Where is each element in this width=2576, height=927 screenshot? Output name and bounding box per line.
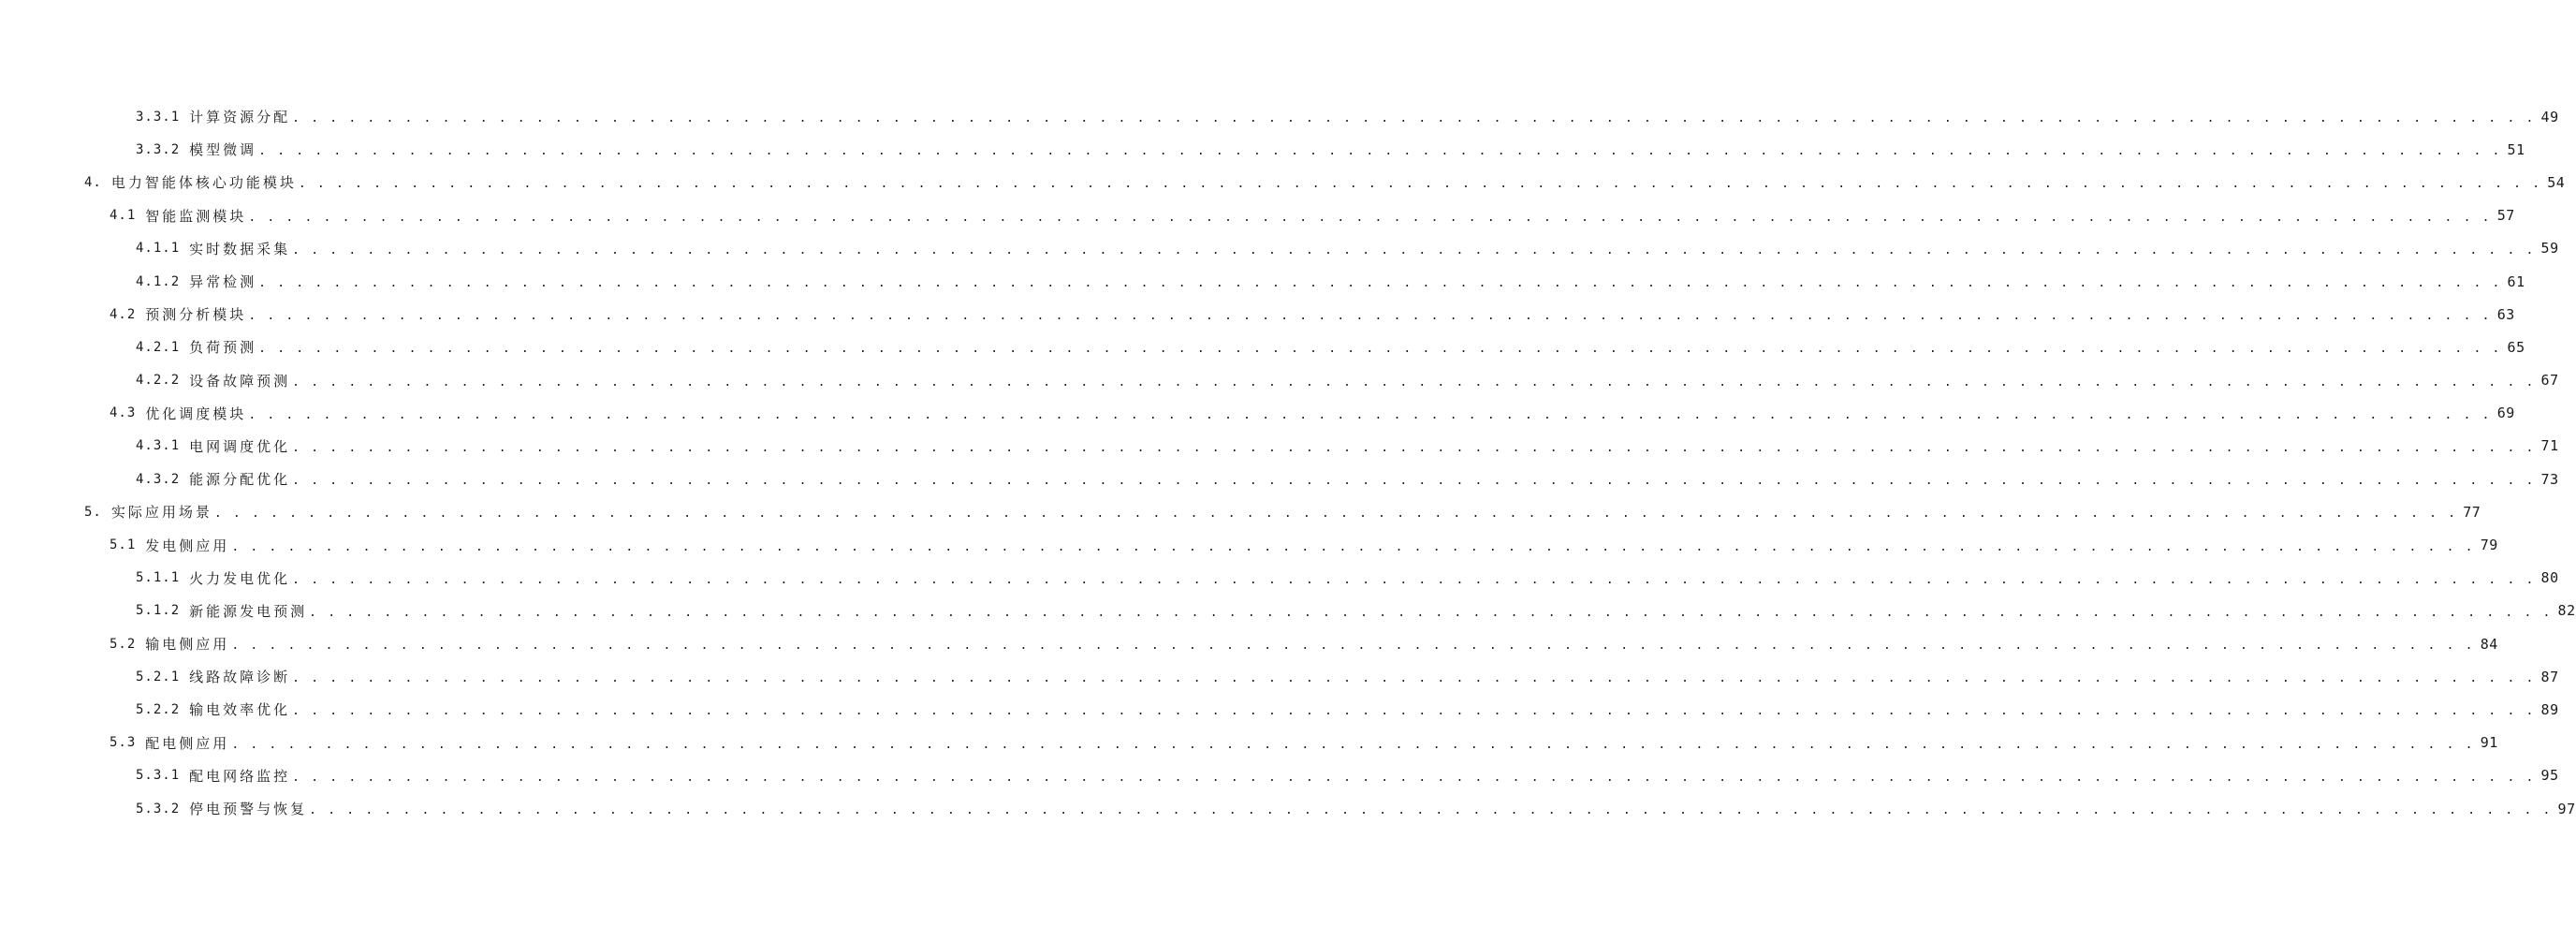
toc-entry-line xyxy=(136,595,2576,627)
toc-entry-title: 输电侧应用 xyxy=(145,636,230,654)
toc-entry-line xyxy=(136,463,2559,495)
toc-entry-title: 设备故障预测 xyxy=(189,372,291,390)
dot-leader: . . . . . . . . . . . . . . . . . . . . . . . . . . . . . . . . . . . . . . . . . . . . . . . . . . . . . . . . . . . . . . . . . . . . . . . . . . . . . . . . . . . . . . . . . . . . . . . . . . . . . . . . . . . . . . . . . . . . . . . . xyxy=(248,407,2492,422)
toc-entry-page-number: 59 xyxy=(2540,240,2559,258)
toc-entry-number: 4. xyxy=(84,174,102,190)
toc-entry-line xyxy=(136,331,2525,363)
toc-entry-page-number: 89 xyxy=(2540,700,2559,718)
toc-entry-title: 电网调度优化 xyxy=(189,437,291,455)
toc-entry[interactable] xyxy=(0,792,2576,825)
dot-leader: . . . . . . . . . . . . . . . . . . . . . . . . . . . . . . . . . . . . . . . . . . . . . . . . . . . . . . . . . . . . . . . . . . . . . . . . . . . . . . . . . . . . . . . . . . . . . . . . . . . . . . . . . . . . . . . . . . . . . . . . xyxy=(298,177,2542,192)
dot-leader: . . . . . . . . . . . . . . . . . . . . . . . . . . . . . . . . . . . . . . . . . . . . . . . . . . . . . . . . . . . . . . . . . . . . . . . . . . . . . . . . . . . . . . . . . . . . . . . . . . . . . . . . . . . . . . . . . . . . . . . . xyxy=(231,539,2475,554)
toc-entry-title: 线路故障诊断 xyxy=(189,669,291,686)
toc-entry[interactable] xyxy=(0,265,2525,298)
toc-entry-number: 4.2.1 xyxy=(136,339,181,355)
toc-entry[interactable] xyxy=(0,364,2559,397)
toc-entry-line xyxy=(110,727,2498,759)
toc-entry-page-number: 80 xyxy=(2540,569,2559,587)
toc-entry-title: 实际应用场景 xyxy=(110,504,212,522)
toc-entry-number: 5.3.2 xyxy=(136,801,181,817)
toc-entry-number: 4.2.2 xyxy=(136,373,181,389)
toc-entry-number: 4.1.1 xyxy=(136,241,181,257)
toc-entry[interactable] xyxy=(0,627,2498,660)
dot-leader: . . . . . . . . . . . . . . . . . . . . . . . . . . . . . . . . . . . . . . . . . . . . . . . . . . . . . . . . . . . . . . . . . . . . . . . . . . . . . . . . . . . . . . . . . . . . . . . . . . . . . . . . . . . . . . . . . . . . . . . . xyxy=(292,671,2536,686)
dot-leader: . . . . . . . . . . . . . . . . . . . . . . . . . . . . . . . . . . . . . . . . . . . . . . . . . . . . . . . . . . . . . . . . . . . . . . . . . . . . . . . . . . . . . . . . . . . . . . . . . . . . . . . . . . . . . . . . . . . . . . . . xyxy=(292,474,2536,489)
toc-entry[interactable] xyxy=(0,495,2481,528)
dot-leader: . . . . . . . . . . . . . . . . . . . . . . . . . . . . . . . . . . . . . . . . . . . . . . . . . . . . . . . . . . . . . . . . . . . . . . . . . . . . . . . . . . . . . . . . . . . . . . . . . . . . . . . . . . . . . . . . . . . . . . . . xyxy=(258,342,2502,357)
toc-entry-line xyxy=(110,528,2498,561)
dot-leader: . . . . . . . . . . . . . . . . . . . . . . . . . . . . . . . . . . . . . . . . . . . . . . . . . . . . . . . . . . . . . . . . . . . . . . . . . . . . . . . . . . . . . . . . . . . . . . . . . . . . . . . . . . . . . . . . . . . . . . . . xyxy=(309,605,2553,620)
toc-entry-title: 能源分配优化 xyxy=(189,471,291,489)
toc-entry[interactable] xyxy=(0,298,2515,331)
toc-entry[interactable] xyxy=(0,595,2576,627)
toc-entry-line xyxy=(84,166,2566,199)
toc-entry-number: 5.1 xyxy=(110,537,137,553)
toc-entry-page-number: 77 xyxy=(2463,503,2481,521)
toc-entry-page-number: 65 xyxy=(2507,338,2525,356)
toc-entry-line xyxy=(136,430,2559,463)
dot-leader: . . . . . . . . . . . . . . . . . . . . . . . . . . . . . . . . . . . . . . . . . . . . . . . . . . . . . . . . . . . . . . . . . . . . . . . . . . . . . . . . . . . . . . . . . . . . . . . . . . . . . . . . . . . . . . . . . . . . . . . . xyxy=(292,770,2536,785)
toc-entry-number: 4.3.2 xyxy=(136,471,181,487)
toc-entry[interactable] xyxy=(0,397,2515,430)
toc-entry-page-number: 97 xyxy=(2557,800,2576,817)
toc-entry-title: 配电侧应用 xyxy=(145,734,230,752)
toc-entry-page-number: 71 xyxy=(2540,437,2559,455)
toc-entry[interactable] xyxy=(0,693,2559,726)
toc-entry[interactable] xyxy=(0,562,2559,595)
toc-entry-line xyxy=(136,232,2559,265)
toc-entry-number: 5.1.2 xyxy=(136,603,181,619)
toc-entry-line xyxy=(136,100,2559,133)
toc-entry-page-number: 69 xyxy=(2496,405,2515,422)
toc-entry[interactable] xyxy=(0,727,2498,759)
toc-entry-title: 停电预警与恢复 xyxy=(189,801,308,818)
toc-entry-number: 5.1.1 xyxy=(136,570,181,586)
toc-entry[interactable] xyxy=(0,199,2515,232)
dot-leader: . . . . . . . . . . . . . . . . . . . . . . . . . . . . . . . . . . . . . . . . . . . . . . . . . . . . . . . . . . . . . . . . . . . . . . . . . . . . . . . . . . . . . . . . . . . . . . . . . . . . . . . . . . . . . . . . . . . . . . . . xyxy=(258,276,2502,291)
toc-entry-line xyxy=(136,133,2525,166)
toc-entry-title: 计算资源分配 xyxy=(189,109,291,126)
dot-leader: . . . . . . . . . . . . . . . . . . . . . . . . . . . . . . . . . . . . . . . . . . . . . . . . . . . . . . . . . . . . . . . . . . . . . . . . . . . . . . . . . . . . . . . . . . . . . . . . . . . . . . . . . . . . . . . . . . . . . . . . xyxy=(231,639,2475,654)
toc-entry[interactable] xyxy=(0,133,2525,166)
toc-entry-title: 优化调度模块 xyxy=(145,405,247,422)
toc-entry-line xyxy=(136,693,2559,726)
toc-entry-line xyxy=(110,298,2515,331)
toc-entry-line xyxy=(84,495,2481,528)
dot-leader: . . . . . . . . . . . . . . . . . . . . . . . . . . . . . . . . . . . . . . . . . . . . . . . . . . . . . . . . . . . . . . . . . . . . . . . . . . . . . . . . . . . . . . . . . . . . . . . . . . . . . . . . . . . . . . . . . . . . . . . . xyxy=(248,309,2492,324)
toc-entry-page-number: 95 xyxy=(2540,767,2559,785)
toc-entry-number: 4.3 xyxy=(110,405,137,421)
dot-leader: . . . . . . . . . . . . . . . . . . . . . . . . . . . . . . . . . . . . . . . . . . . . . . . . . . . . . . . . . . . . . . . . . . . . . . . . . . . . . . . . . . . . . . . . . . . . . . . . . . . . . . . . . . . . . . . . . . . . . . . . xyxy=(292,704,2536,719)
table-of-contents xyxy=(0,100,2576,825)
toc-entry-page-number: 51 xyxy=(2507,140,2525,158)
toc-entry[interactable] xyxy=(0,430,2559,463)
toc-entry-title: 预测分析模块 xyxy=(145,306,247,324)
toc-entry-page-number: 87 xyxy=(2540,668,2559,685)
toc-entry-number: 4.2 xyxy=(110,306,137,322)
toc-entry[interactable] xyxy=(0,463,2559,495)
toc-entry[interactable] xyxy=(0,166,2566,199)
toc-entry-number: 5.3.1 xyxy=(136,768,181,784)
toc-entry-number: 3.3.1 xyxy=(136,109,181,125)
dot-leader: . . . . . . . . . . . . . . . . . . . . . . . . . . . . . . . . . . . . . . . . . . . . . . . . . . . . . . . . . . . . . . . . . . . . . . . . . . . . . . . . . . . . . . . . . . . . . . . . . . . . . . . . . . . . . . . . . . . . . . . . xyxy=(292,111,2536,126)
toc-entry-title: 异常检测 xyxy=(189,273,257,291)
toc-entry-title: 火力发电优化 xyxy=(189,569,291,587)
toc-entry-line xyxy=(136,265,2525,298)
toc-entry-line xyxy=(110,627,2498,660)
toc-entry-number: 4.1.2 xyxy=(136,273,181,289)
toc-entry-title: 实时数据采集 xyxy=(189,240,291,258)
toc-entry-title: 电力智能体核心功能模块 xyxy=(110,174,297,192)
toc-entry-page-number: 82 xyxy=(2557,602,2576,620)
toc-entry-line xyxy=(136,562,2559,595)
toc-entry-number: 5. xyxy=(84,504,102,520)
toc-entry-page-number: 57 xyxy=(2496,207,2515,225)
toc-entry-title: 智能监测模块 xyxy=(145,207,247,225)
dot-leader: . . . . . . . . . . . . . . . . . . . . . . . . . . . . . . . . . . . . . . . . . . . . . . . . . . . . . . . . . . . . . . . . . . . . . . . . . . . . . . . . . . . . . . . . . . . . . . . . . . . . . . . . . . . . . . . . . . . . . . . . xyxy=(248,210,2492,225)
dot-leader: . . . . . . . . . . . . . . . . . . . . . . . . . . . . . . . . . . . . . . . . . . . . . . . . . . . . . . . . . . . . . . . . . . . . . . . . . . . . . . . . . . . . . . . . . . . . . . . . . . . . . . . . . . . . . . . . . . . . . . . . xyxy=(231,737,2475,752)
toc-entry[interactable] xyxy=(0,100,2559,133)
toc-entry-page-number: 49 xyxy=(2540,108,2559,125)
toc-entry-page-number: 63 xyxy=(2496,305,2515,323)
toc-entry-title: 发电侧应用 xyxy=(145,537,230,554)
dot-leader: . . . . . . . . . . . . . . . . . . . . . . . . . . . . . . . . . . . . . . . . . . . . . . . . . . . . . . . . . . . . . . . . . . . . . . . . . . . . . . . . . . . . . . . . . . . . . . . . . . . . . . . . . . . . . . . . . . . . . . . . xyxy=(213,507,2458,522)
toc-entry-line xyxy=(110,397,2515,430)
toc-entry[interactable] xyxy=(0,232,2559,265)
toc-entry-number: 5.2.1 xyxy=(136,669,181,684)
toc-entry[interactable] xyxy=(0,759,2559,792)
dot-leader: . . . . . . . . . . . . . . . . . . . . . . . . . . . . . . . . . . . . . . . . . . . . . . . . . . . . . . . . . . . . . . . . . . . . . . . . . . . . . . . . . . . . . . . . . . . . . . . . . . . . . . . . . . . . . . . . . . . . . . . . xyxy=(258,144,2502,159)
toc-entry-title: 负荷预测 xyxy=(189,339,257,357)
toc-entry-number: 5.2 xyxy=(110,636,137,652)
toc-entry[interactable] xyxy=(0,528,2498,561)
toc-entry-page-number: 61 xyxy=(2507,272,2525,290)
dot-leader: . . . . . . . . . . . . . . . . . . . . . . . . . . . . . . . . . . . . . . . . . . . . . . . . . . . . . . . . . . . . . . . . . . . . . . . . . . . . . . . . . . . . . . . . . . . . . . . . . . . . . . . . . . . . . . . . . . . . . . . . xyxy=(292,375,2536,390)
toc-entry-line xyxy=(136,364,2559,397)
toc-entry-line xyxy=(136,660,2559,693)
toc-entry-number: 4.1 xyxy=(110,208,137,224)
toc-entry-title: 新能源发电预测 xyxy=(189,602,308,620)
toc-entry-number: 5.3 xyxy=(110,735,137,751)
toc-entry-page-number: 79 xyxy=(2480,537,2498,554)
toc-entry-page-number: 84 xyxy=(2480,635,2498,653)
toc-entry[interactable] xyxy=(0,331,2525,363)
toc-entry-page-number: 54 xyxy=(2547,173,2566,191)
toc-entry-line xyxy=(110,199,2515,232)
toc-entry-page-number: 91 xyxy=(2480,734,2498,752)
toc-entry-number: 4.3.1 xyxy=(136,438,181,454)
toc-entry-line xyxy=(136,759,2559,792)
dot-leader: . . . . . . . . . . . . . . . . . . . . . . . . . . . . . . . . . . . . . . . . . . . . . . . . . . . . . . . . . . . . . . . . . . . . . . . . . . . . . . . . . . . . . . . . . . . . . . . . . . . . . . . . . . . . . . . . . . . . . . . . xyxy=(309,803,2553,818)
dot-leader: . . . . . . . . . . . . . . . . . . . . . . . . . . . . . . . . . . . . . . . . . . . . . . . . . . . . . . . . . . . . . . . . . . . . . . . . . . . . . . . . . . . . . . . . . . . . . . . . . . . . . . . . . . . . . . . . . . . . . . . . xyxy=(292,440,2536,455)
toc-entry-title: 输电效率优化 xyxy=(189,701,291,719)
toc-entry-title: 模型微调 xyxy=(189,141,257,159)
toc-entry-line xyxy=(136,792,2576,825)
dot-leader: . . . . . . . . . . . . . . . . . . . . . . . . . . . . . . . . . . . . . . . . . . . . . . . . . . . . . . . . . . . . . . . . . . . . . . . . . . . . . . . . . . . . . . . . . . . . . . . . . . . . . . . . . . . . . . . . . . . . . . . . xyxy=(292,572,2536,587)
toc-entry-number: 5.2.2 xyxy=(136,701,181,717)
toc-entry-page-number: 73 xyxy=(2540,470,2559,488)
toc-entry[interactable] xyxy=(0,660,2559,693)
toc-entry-number: 3.3.2 xyxy=(136,141,181,157)
dot-leader: . . . . . . . . . . . . . . . . . . . . . . . . . . . . . . . . . . . . . . . . . . . . . . . . . . . . . . . . . . . . . . . . . . . . . . . . . . . . . . . . . . . . . . . . . . . . . . . . . . . . . . . . . . . . . . . . . . . . . . . . xyxy=(292,243,2536,258)
toc-entry-title: 配电网络监控 xyxy=(189,767,291,785)
toc-entry-page-number: 67 xyxy=(2540,372,2559,390)
